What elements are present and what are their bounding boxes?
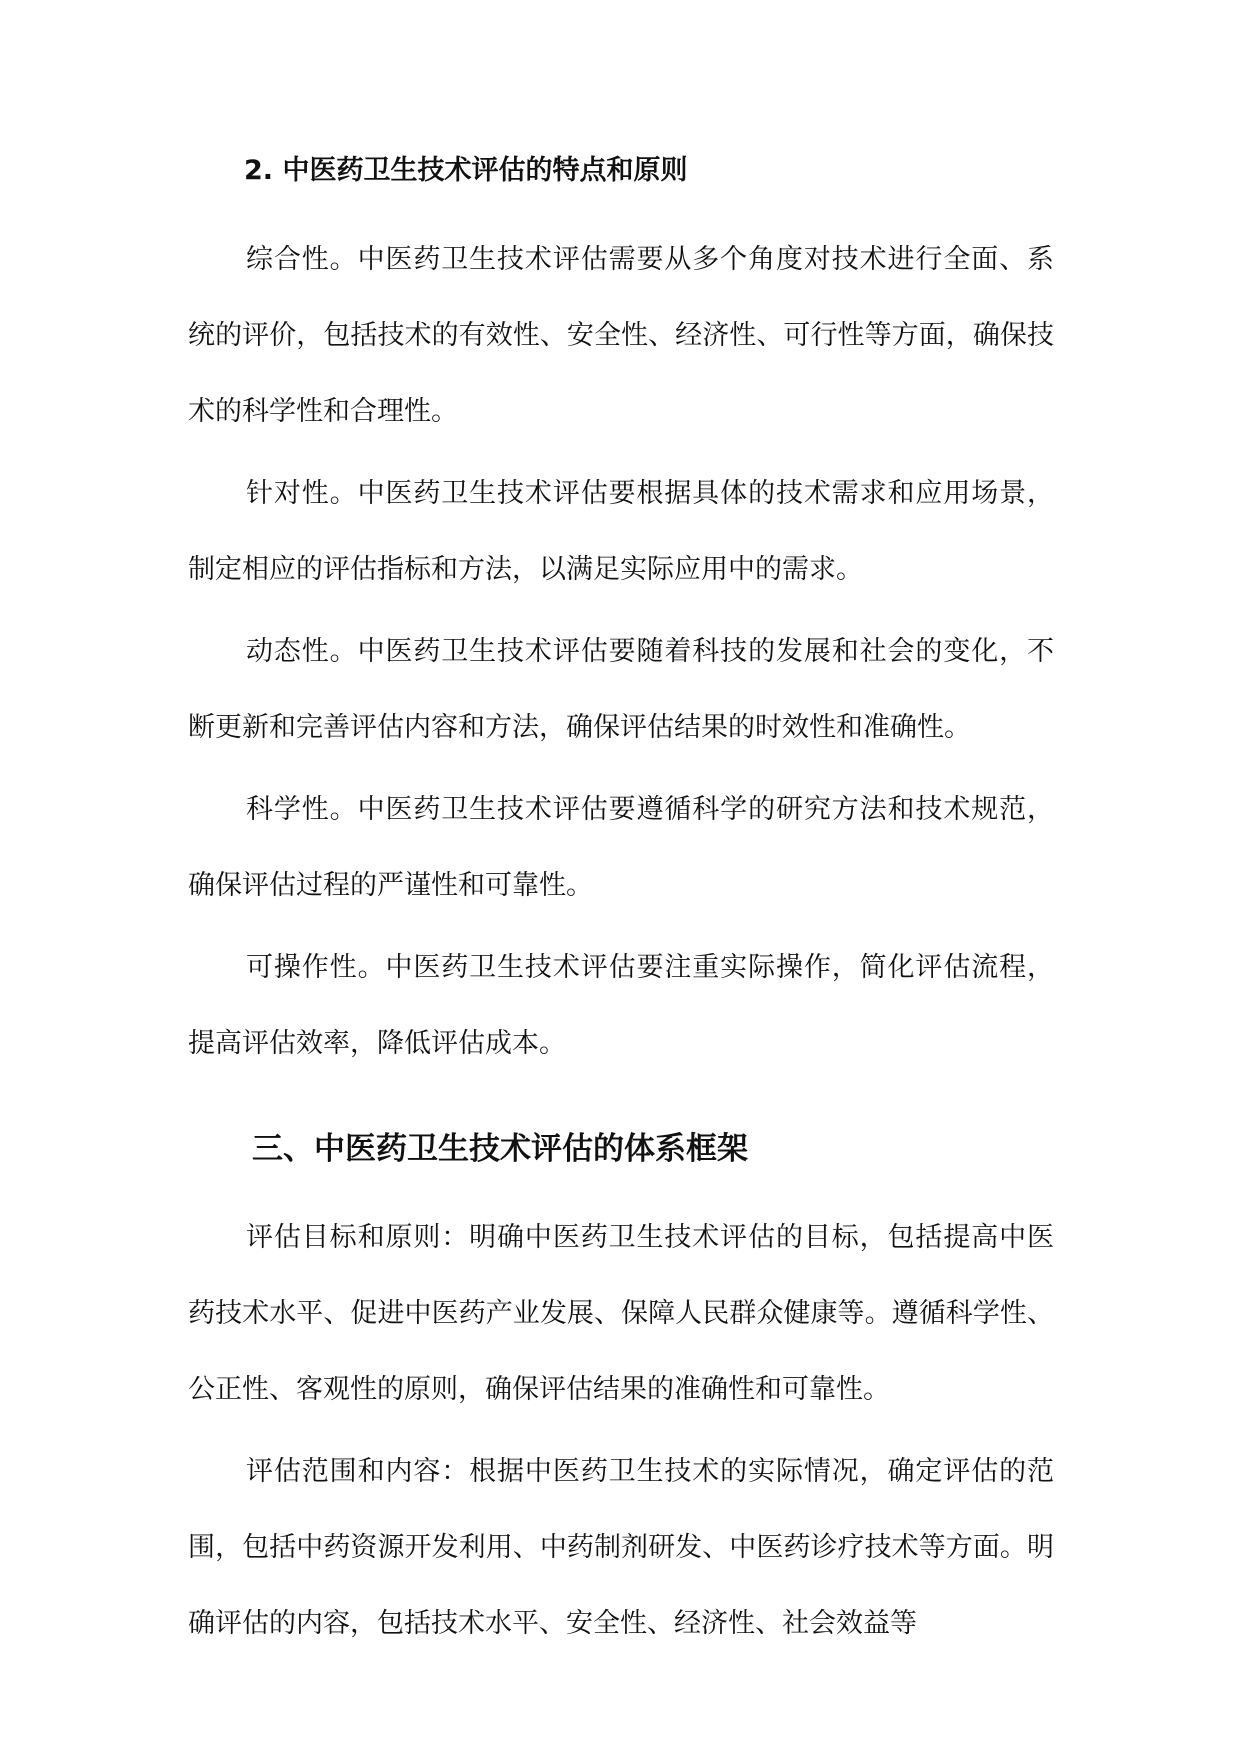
paragraph-scope-content: 评估范围和内容：根据中医药卫生技术的实际情况，确定评估的范围，包括中药资源开发利用、中药制剂研发、中医药诊疗技术等方面。明确评估的内容，包括技术水平、安全性、经济性、社会效益等: [188, 1456, 1054, 1639]
paragraph-scientific: 科学性。中医药卫生技术评估要遵循科学的研究方法和技术规范，确保评估过程的严谨性和可靠性。: [188, 794, 1054, 901]
paragraph-targeted: 针对性。中医药卫生技术评估要根据具体的技术需求和应用场景，制定相应的评估指标和方法，以满足实际应用中的需求。: [188, 478, 1054, 585]
paragraph-dynamic: 动态性。中医药卫生技术评估要随着科技的发展和社会的变化，不断更新和完善评估内容和方法，确保评估结果的时效性和准确性。: [188, 636, 1054, 743]
section-heading: 三、中医药卫生技术评估的体系框架: [252, 1131, 748, 1167]
paragraph-comprehensive: 综合性。中医药卫生技术评估需要从多个角度对技术进行全面、系统的评价，包括技术的有效性、安全性、经济性、可行性等方面，确保技术的科学性和合理性。: [188, 244, 1054, 427]
paragraph-operability: 可操作性。中医药卫生技术评估要注重实际操作，简化评估流程，提高评估效率，降低评估成本。: [188, 952, 1054, 1059]
subsection-heading: 2. 中医药卫生技术评估的特点和原则: [244, 155, 688, 186]
paragraph-goals-principles: 评估目标和原则：明确中医药卫生技术评估的目标，包括提高中医药技术水平、促进中医药产业发展、保障人民群众健康等。遵循科学性、公正性、客观性的原则，确保评估结果的准确性和可靠性。: [188, 1222, 1054, 1405]
page-content: [188, 136, 1054, 1668]
